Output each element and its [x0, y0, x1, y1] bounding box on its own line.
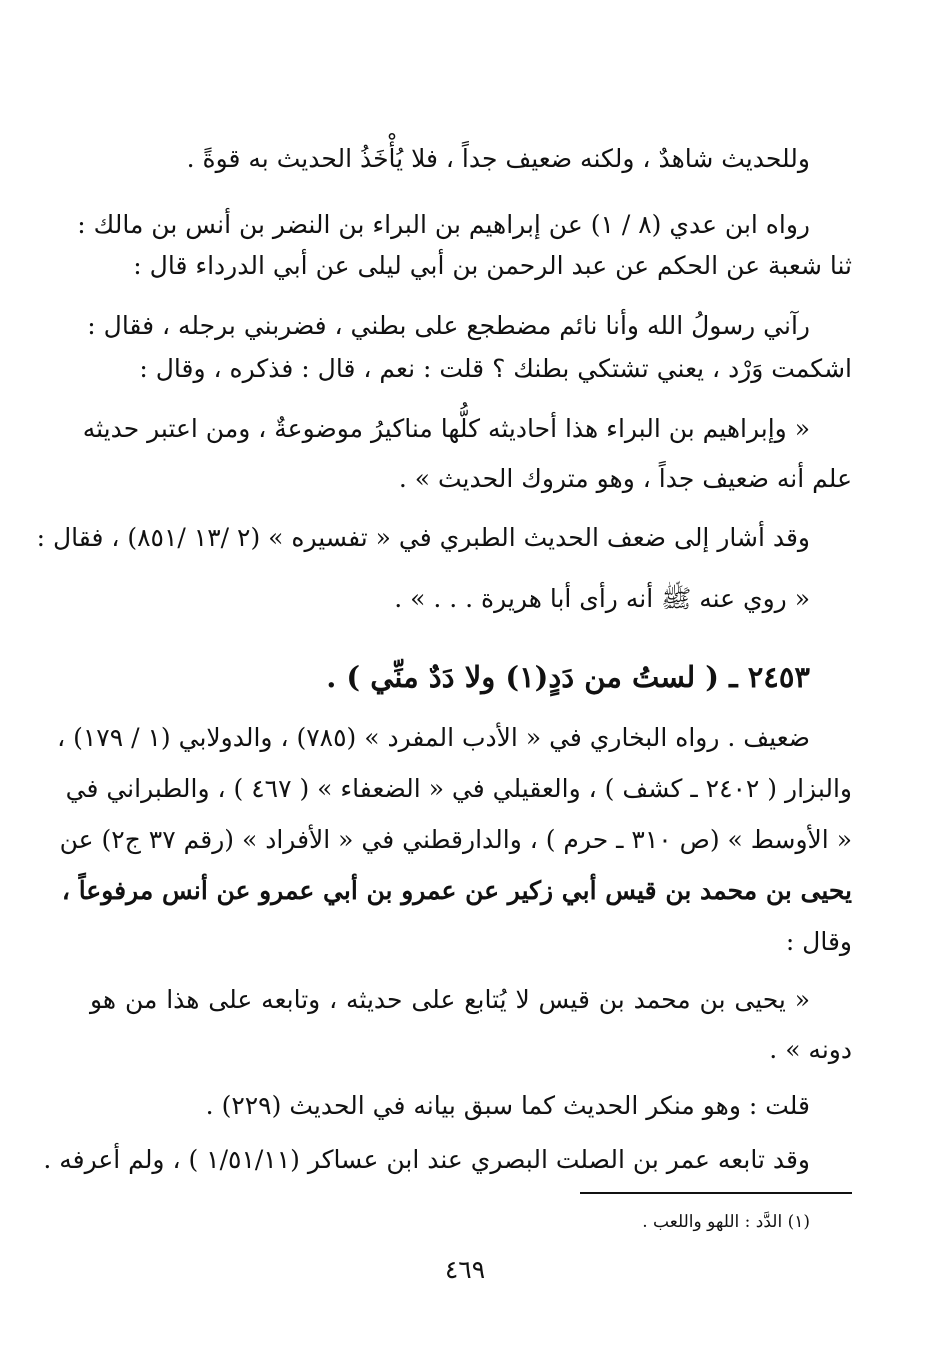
- paragraph-line: رآني رسولُ الله وأنا نائم مضطجع على بطني ، فضربني برجله ، فقال :: [87, 311, 810, 340]
- paragraph-line: يحيى بن محمد بن قيس أبي زكير عن عمرو بن أبي عمرو عن أنس مرفوعاً ،: [61, 876, 852, 905]
- quote-line: علم أنه ضعيف جداً ، وهو متروك الحديث » .: [398, 464, 852, 493]
- quote-line: « وإبراهيم بن البراء هذا أحاديثه كلُّها مناكيرُ موضوعةٌ ، ومن اعتبر حديثه: [82, 414, 810, 443]
- quote-line: « يحيى بن محمد بن قيس لا يُتابع على حديثه ، وتابعه على هذا من هو: [90, 985, 810, 1014]
- paragraph-line: اشكمت وَرْد ، يعني تشتكي بطنك ؟ قلت : نعم ، قال : فذكره ، وقال :: [139, 354, 852, 383]
- paragraph-line: وللحديث شاهدٌ ، ولكنه ضعيف جداً ، فلا يُأْخَذُ الحديث به قوةً .: [186, 144, 810, 173]
- paragraph-line: ضعيف . رواه البخاري في « الأدب المفرد » (٧٨٥) ، والدولابي (١ / ١٧٩) ،: [57, 723, 810, 752]
- hadith-heading: ٢٤٥٣ ـ ( لستُ من دَدٍ(١) ولا دَدٌ منِّي ) .: [326, 660, 810, 694]
- paragraph-line: وقال :: [785, 927, 852, 956]
- paragraph-line: وقد أشار إلى ضعف الحديث الطبري في « تفسيره » (٢ /١٣ /٨٥١) ، فقال :: [36, 523, 810, 552]
- paragraph-line: رواه ابن عدي (٨ / ١) عن إبراهيم بن البراء بن النضر بن أنس بن مالك :: [77, 210, 810, 239]
- paragraph-line: قلت : وهو منكر الحديث كما سبق بيانه في الحديث (٢٢٩) .: [205, 1091, 810, 1120]
- footnote-separator: [580, 1192, 852, 1194]
- quote-line: « روي عنه ﷺ أنه رأى أبا هريرة . . . » .: [394, 584, 810, 613]
- page-number: ٤٦٩: [444, 1255, 486, 1284]
- paragraph-line: والبزار ( ٢٤٠٢ ـ كشف ) ، والعقيلي في « الضعفاء » ( ٤٦٧ ) ، والطبراني في: [65, 774, 852, 803]
- paragraph-line: « الأوسط » (ص ٣١٠ ـ حرم ) ، والدارقطني في « الأفراد » (رقم ٣٧ ج٢) عن: [59, 825, 852, 854]
- quote-line: دونه » .: [769, 1035, 852, 1064]
- paragraph-line: ثنا شعبة عن الحكم عن عبد الرحمن بن أبي ليلى عن أبي الدرداء قال :: [133, 251, 852, 280]
- footnote: (١) الدَّد : اللهو واللعب .: [642, 1212, 810, 1232]
- paragraph-line: وقد تابعه عمر بن الصلت البصري عند ابن عساكر (١/٥١/١١ ) ، ولم أعرفه .: [43, 1145, 810, 1174]
